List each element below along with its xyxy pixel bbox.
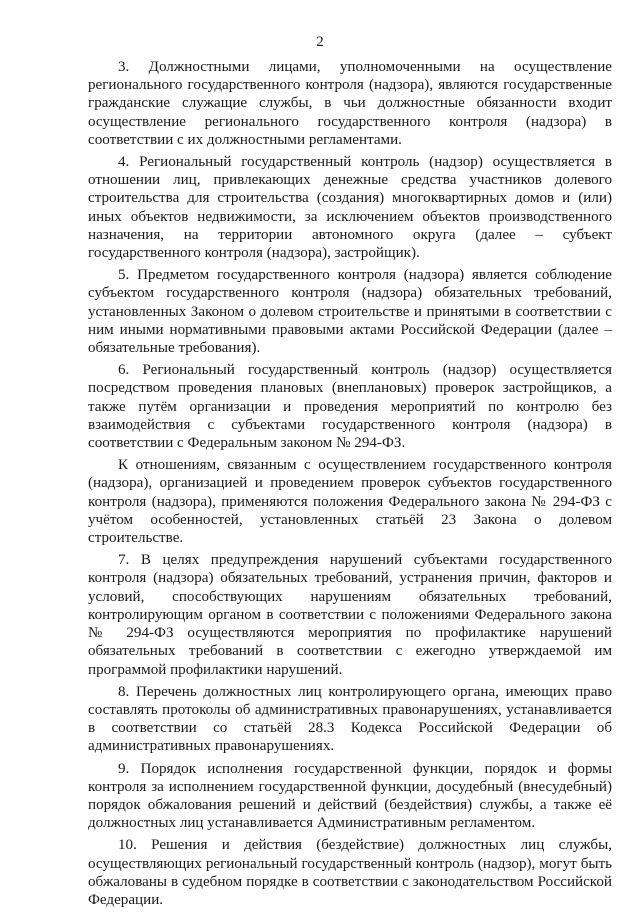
- paragraph-10: 10. Решения и действия (бездействие) должностных лиц службы, осуществляющих региональный государственный контроль (надзор), могут быть обжалованы в судебном порядке в соответствии с законодательством Российской Федерации.: [88, 837, 612, 908]
- paragraph-5: 5. Предметом государственного контроля (надзора) является соблюдение субъектом государственного контроля (надзора) обязательных требований, установленных Законом о долевом строительстве и принятыми в соответствии с ним иными нормативными правовыми актами Российской Федерации (далее – обязательные требования).: [88, 267, 612, 357]
- paragraph-6: 6. Региональный государственный контроль (надзор) осуществляется посредством проведения плановых (внеплановых) проверок застройщиков, а также путём организации и проведения мероприятий по контролю без взаимодействия с субъектами государственного контроля (надзора) в соответствии с Федеральным законом № 294-ФЗ.: [88, 362, 612, 452]
- paragraph-6-continuation: К отношениям, связанным с осуществлением государственного контроля (надзора), организацией и проведением проверок субъектов государственного контроля (надзора), применяются положения Федерального закона № 294-ФЗ с учётом особенностей, установленных статьёй 23 Закона о долевом строительстве.: [88, 457, 612, 547]
- paragraph-8: 8. Перечень должностных лиц контролирующего органа, имеющих право составлять протоколы об административных правонарушениях, устанавливается в соответствии со статьёй 28.3 Кодекса Российской Федерации об административных правонарушениях.: [88, 683, 612, 755]
- paragraph-3: 3. Должностными лицами, уполномоченными на осуществление регионального государственного контроля (надзора), являются государственные гражданские служащие службы, в чьи должностные обязанности входит осуществление регионального государственного контроля (надзора) в соответствии с их должностными регламентами.: [88, 59, 612, 148]
- document-body: [88, 58, 612, 913]
- paragraph-9: 9. Порядок исполнения государственной функции, порядок и формы контроля за исполнением государственной функции, досудебный (внесудебный) порядок обжалования решений и действий (бездействия) службы, а также её должностных лиц устанавливается Административным регламентом.: [88, 760, 612, 832]
- page-number: 2: [316, 34, 324, 50]
- paragraph-7: 7. В целях предупреждения нарушений субъектами государственного контроля (надзора) обязательных требований, устранения причин, факторов и условий, способствующих нарушениям обязательных требований, контролирующим органом в соответствии с положениями Федерального закона № 294-ФЗ осуществляются мероприятия по профилактике нарушений обязательных требований в соответствии с ежегодно утверждаемой им программой профилактики нарушений.: [88, 552, 612, 678]
- paragraph-4: 4. Региональный государственный контроль (надзор) осуществляется в отношении лиц, привлекающих денежные средства участников долевого строительства для строительства (создания) многоквартирных домов и (или) иных объектов недвижимости, за исключением объектов производственного назначения, на территории автономного округа (далее – субъект государственного контроля (надзора), застройщик).: [88, 154, 612, 262]
